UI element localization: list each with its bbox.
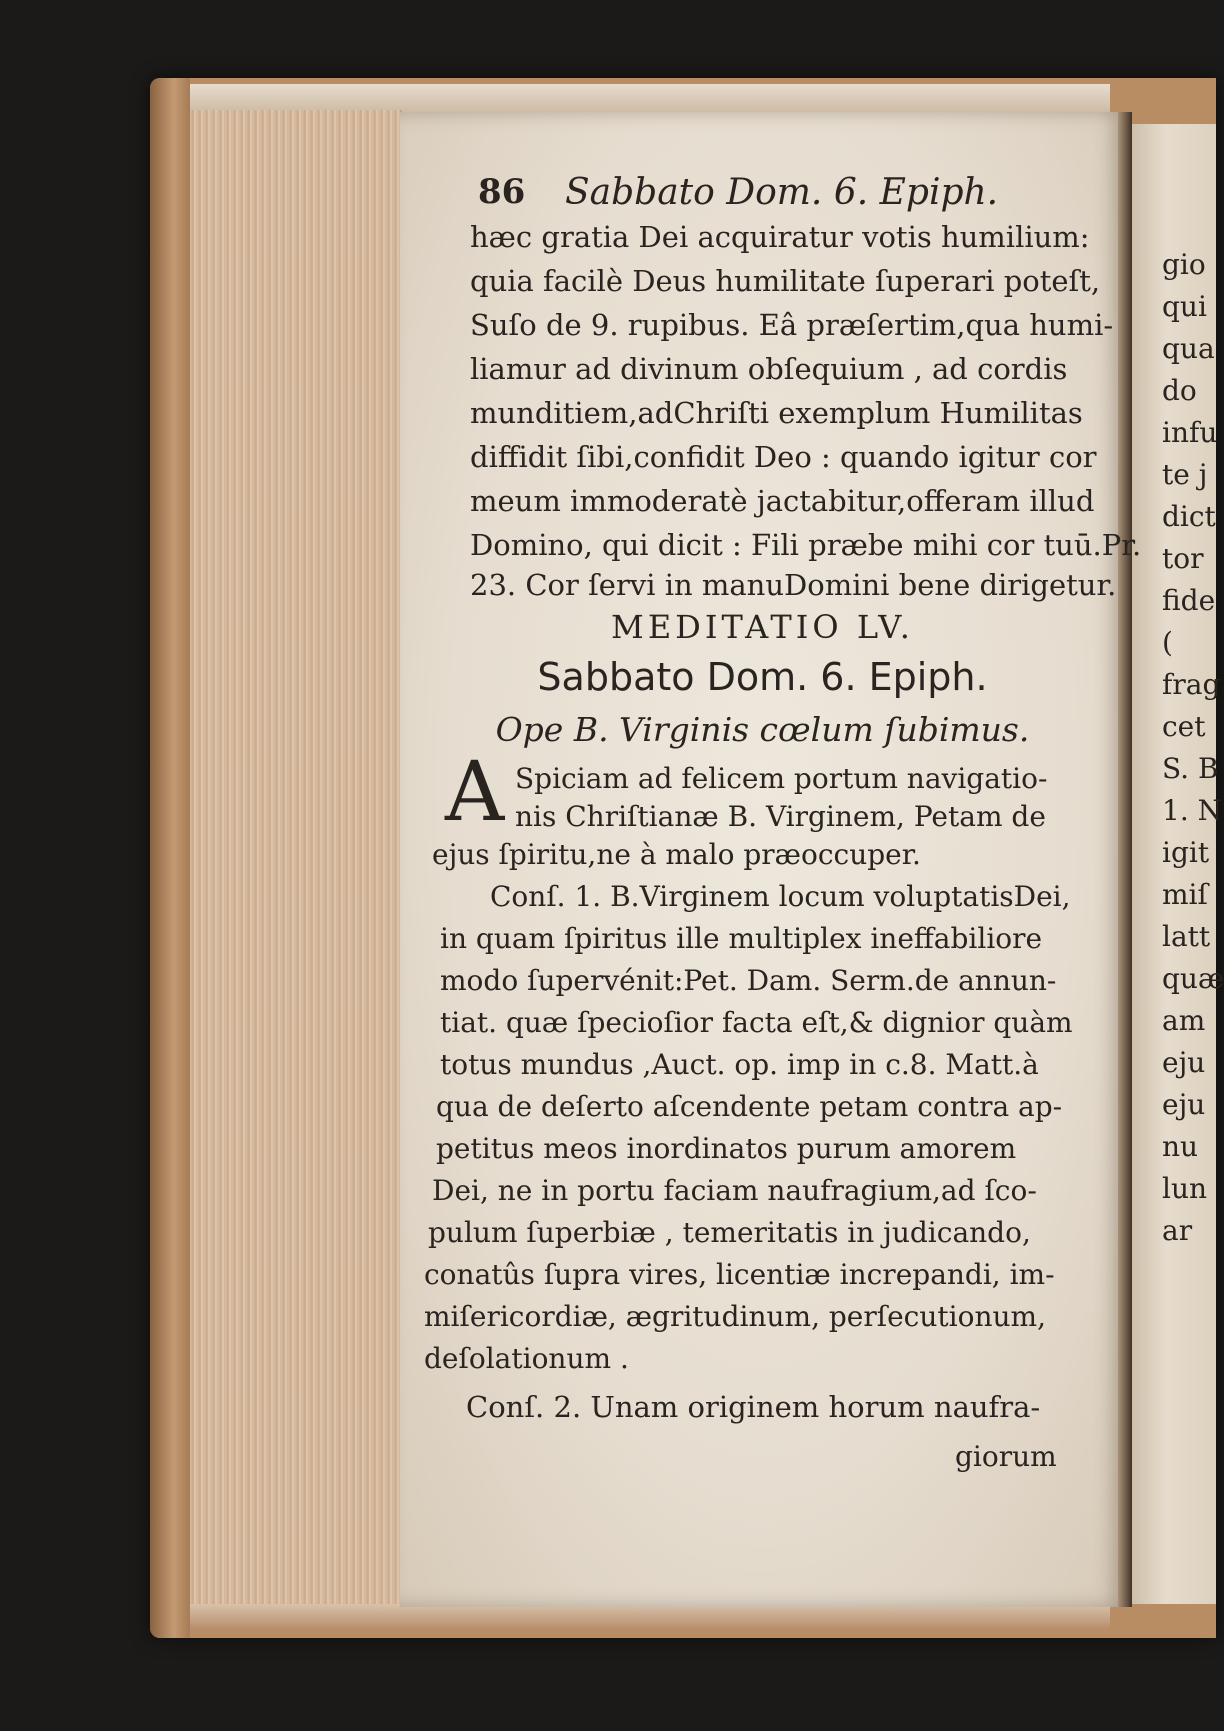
fragment: qui [1162, 290, 1207, 323]
text-line: meum immoderatè jactabitur,offeram illud [470, 484, 1095, 518]
running-title: Sabbato Dom. 6. Epiph. [565, 172, 999, 213]
bottom-page-rim [190, 1604, 1110, 1630]
book-gutter [1118, 112, 1132, 1607]
text-line: Suſo de 9. rupibus. Eâ præſertim,qua humi- [470, 308, 1114, 342]
fragment: tor [1162, 542, 1204, 575]
text-line: petitus meos inordinatos purum amorem [436, 1132, 1017, 1165]
fragment: nu [1162, 1130, 1199, 1163]
text-line: 23. Cor ſervi in manuDomini bene dirigetur. [470, 568, 1117, 602]
text-line: munditiem,adChriſti exemplum Humilitas [470, 396, 1083, 430]
fragment: 1. N [1162, 794, 1223, 827]
text-line: liamur ad divinum obſequium , ad cordis [470, 352, 1068, 386]
meditation-heading: MEDITATIO LV. [611, 608, 914, 646]
fragment: te j [1162, 458, 1208, 491]
fragment: S. B [1162, 752, 1219, 785]
fragment: quæ [1162, 962, 1224, 995]
fragment: qua [1162, 332, 1215, 365]
top-page-rim [190, 84, 1110, 112]
text-line: tiat. quæ ſpecioſior facta eſt,& dignior quàm [440, 1006, 1073, 1039]
text-line: miſericordiæ, ægritudinum, perſecutionum, [424, 1300, 1046, 1333]
text-line: diffidit ſibi,confidit Deo : quando igitur cor [470, 440, 1097, 474]
fragment: igit [1162, 836, 1210, 869]
text-line: totus mundus ,Auct. op. imp in c.8. Matt.à [440, 1048, 1039, 1081]
fragment: do [1162, 374, 1197, 407]
text-line: Spiciam ad felicem portum navigatio- [515, 762, 1048, 795]
fragment: gio [1162, 248, 1206, 281]
fragment: ( [1162, 626, 1173, 659]
fragment: eju [1162, 1046, 1206, 1079]
consideration-2: Conſ. 2. Unam originem horum naufra- [466, 1390, 1041, 1424]
page-block-edges [190, 110, 402, 1610]
text-line: hæc gratia Dei acquiratur votis humilium: [470, 220, 1090, 254]
text-line: ejus ſpiritu,ne à malo præoccuper. [432, 838, 921, 871]
text-line: in quam ſpiritus ille multiplex ineffabiliore [440, 922, 1043, 955]
text-line: Dei, ne in portu faciam naufragium,ad ſco- [432, 1174, 1037, 1207]
fragment: ar [1162, 1214, 1193, 1247]
meditation-motto: Ope B. Virginis cœlum ſubimus. [495, 710, 1030, 749]
fragment: frag [1162, 668, 1221, 701]
text-line: conatûs ſupra vires, licentiæ increpandi, im- [424, 1258, 1055, 1291]
page-number: 86 [478, 172, 526, 212]
fragment: infu [1162, 416, 1218, 449]
text-line: pulum ſuperbiæ , temeritatis in judicando, [428, 1216, 1031, 1249]
text-line: modo ſupervénit:Pet. Dam. Serm.de annun- [440, 964, 1057, 997]
text-line: qua de deſerto aſcendente petam contra ap- [436, 1090, 1063, 1123]
catchword: giorum [955, 1440, 1057, 1473]
text-line: nis Chriſtianæ B. Virginem, Petam de [515, 800, 1046, 833]
text-line: deſolationum . [424, 1342, 629, 1375]
fragment: dict [1162, 500, 1216, 533]
fragment: miſ [1162, 878, 1208, 911]
meditation-subheading: Sabbato Dom. 6. Epiph. [537, 655, 988, 699]
fragment: lun [1162, 1172, 1208, 1205]
text-line: quia facilè Deus humilitate ſuperari poteſt, [470, 264, 1101, 298]
drop-cap: A [445, 745, 505, 840]
fragment: cet [1162, 710, 1206, 743]
text-line: Domino, qui dicit : Fili præbe mihi cor tuū.Pr. [470, 528, 1142, 562]
fragment: latt [1162, 920, 1211, 953]
text-line: Conſ. 1. B.Virginem locum voluptatisDei, [490, 880, 1071, 913]
fragment: am [1162, 1004, 1206, 1037]
book-cover-edge [150, 78, 190, 1638]
fragment: eju [1162, 1088, 1206, 1121]
fragment: fide [1162, 584, 1216, 617]
